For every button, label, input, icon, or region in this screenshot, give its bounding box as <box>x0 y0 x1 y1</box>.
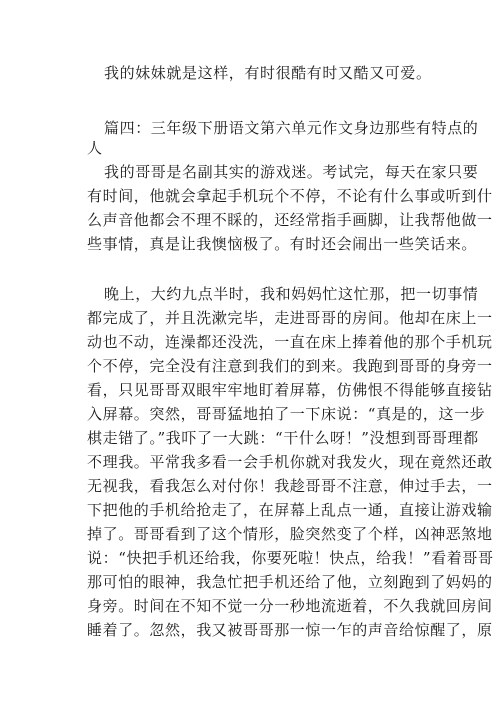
text-line: 掉了。哥哥看到了这个情形，脸突然变了个样，凶神恶煞地 <box>87 525 493 543</box>
text-line: 睡着了。忽然，我又被哥哥那一惊一乍的声音给惊醒了，原 <box>87 621 493 639</box>
text-line: 看，只见哥哥双眼牢牢地盯着屏幕，仿佛恨不得能够直接钻 <box>87 381 493 399</box>
text-line: 不理我。平常我多看一会手机你就对我发火，现在竟然还敢 <box>87 453 493 471</box>
text-line: 晚上，大约九点半时，我和妈妈忙这忙那，把一切事情 <box>104 285 479 303</box>
text-line: 身旁。时间在不知不觉一分一秒地流逝着，不久我就回房间 <box>87 597 493 615</box>
text-line: 有时间，他就会拿起手机玩个不停，不论有什么事或听到什 <box>87 187 493 205</box>
text-line: 那可怕的眼神，我急忙把手机还给了他，立刻跑到了妈妈的 <box>87 573 493 591</box>
text-line: 无视我，看我怎么对付你！我趁哥哥不注意，伸过手去，一 <box>87 477 493 495</box>
text-line: 入屏幕。突然，哥哥猛地拍了一下床说：“真是的，这一步 <box>87 405 486 423</box>
text-line: 说：“快把手机还给我，你要死啦！快点，给我！”看着哥哥 <box>87 549 494 567</box>
text-line: 动也不动，连澡都还没洗，一直在床上捧着他的那个手机玩 <box>87 333 493 351</box>
text-line: 我的哥哥是名副其实的游戏迷。考试完，每天在家只要 <box>104 163 479 181</box>
section-heading-line: 人 <box>87 139 103 157</box>
text-line: 些事情，真是让我懊恼极了。有时还会闹出一些笑话来。 <box>87 235 478 253</box>
text-line: 棋走错了。”我吓了一大跳：“干什么呀！”没想到哥哥理都 <box>87 429 479 447</box>
text-line: 个不停，完全没有注意到我们的到来。我跑到哥哥的身旁一 <box>87 357 493 375</box>
text-line: 下把他的手机给抢走了，在屏幕上乱点一通，直接让游戏输 <box>87 501 493 519</box>
text-line: 么声音他都会不理不睬的，还经常指手画脚，让我帮他做一 <box>87 211 493 229</box>
text-line: 都完成了，并且洗漱完毕，走进哥哥的房间。他却在床上一 <box>87 309 493 327</box>
text-line: 我的妹妹就是这样，有时很酷有时又酷又可爱。 <box>104 64 432 82</box>
section-heading-line: 篇四：三年级下册语文第六单元作文身边那些有特点的 <box>104 119 479 137</box>
